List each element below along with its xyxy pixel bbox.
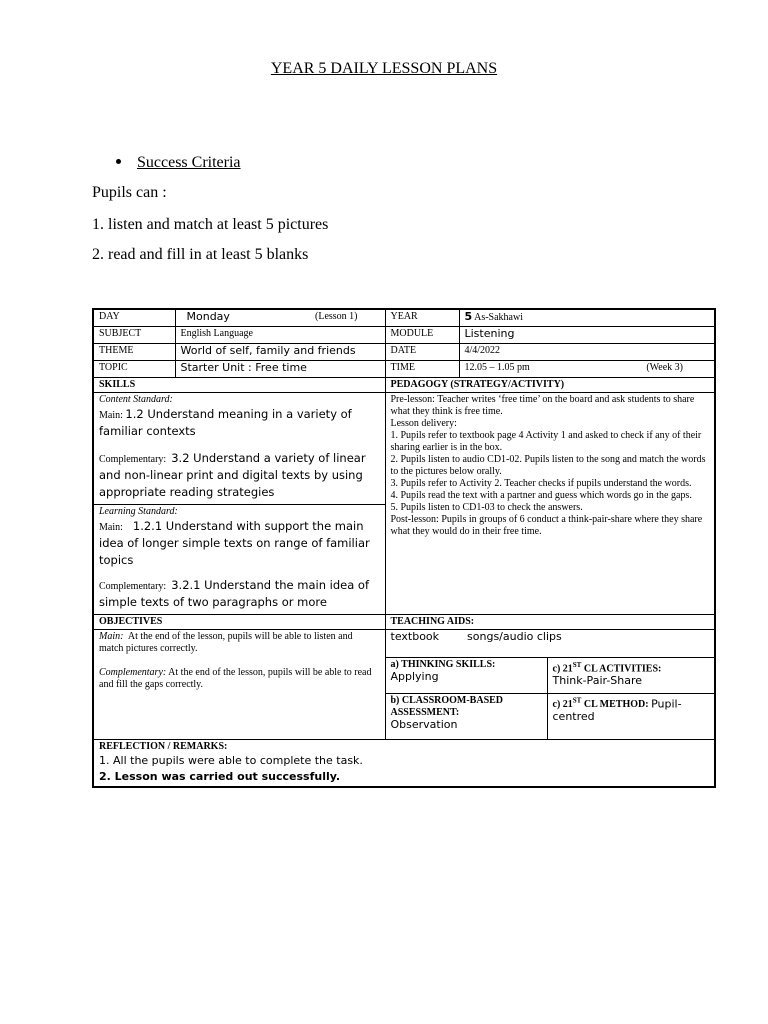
learning-standard-label: Learning Standard: bbox=[99, 505, 178, 517]
day-label: DAY bbox=[93, 309, 175, 326]
main-standard: 1.2 Understand meaning in a variety of familiar contexts bbox=[99, 406, 352, 438]
theme-label: THEME bbox=[93, 343, 175, 360]
pedagogy-line: Lesson delivery: bbox=[390, 417, 457, 429]
pedagogy-line: 3. Pupils refer to Activity 2. Teacher checks if pupils understand the words. bbox=[390, 477, 692, 489]
lesson-number: (Lesson 1) bbox=[315, 311, 358, 322]
cl-activities-value: Think-Pair-Share bbox=[552, 673, 643, 687]
topic-label: TOPIC bbox=[93, 360, 175, 377]
pedagogy-line: Post-lesson: Pupils in groups of 6 conduct a think-pair-share where they share what they would do in their free time. bbox=[390, 513, 703, 537]
assessment-cell bbox=[385, 693, 547, 739]
ls-complementary-label: Complementary: bbox=[99, 580, 167, 592]
assessment-label: b) CLASSROOM-BASED ASSESSMENT: bbox=[390, 694, 504, 718]
pedagogy-header: PEDAGOGY (STRATEGY/ACTIVITY) bbox=[385, 377, 715, 392]
pedagogy-line: 5. Pupils listen to CD1-03 to check the answers. bbox=[390, 501, 583, 513]
time-label: TIME bbox=[385, 360, 459, 377]
subject-label: SUBJECT bbox=[93, 326, 175, 343]
thinking-skills-cell bbox=[385, 657, 547, 693]
theme-value: World of self, family and friends bbox=[175, 343, 385, 360]
time-value: 12.05 – 1.05 pm bbox=[464, 361, 530, 373]
content-standard-cell bbox=[93, 392, 385, 504]
objectives-header: OBJECTIVES bbox=[93, 614, 385, 629]
cl-activities-cell bbox=[547, 657, 715, 693]
skills-header: SKILLS bbox=[93, 377, 385, 392]
year-label: YEAR bbox=[385, 309, 459, 326]
pedagogy-line: 4. Pupils read the text with a partner and guess which words go in the gaps. bbox=[390, 489, 692, 501]
date-label: DATE bbox=[385, 343, 459, 360]
date-value: 4/4/2022 bbox=[459, 343, 715, 360]
teaching-aid-1: textbook bbox=[390, 629, 440, 643]
main-label: Main: bbox=[99, 409, 123, 421]
objectives-cell bbox=[93, 629, 385, 739]
complementary-standard: 3.2 Understand a variety of linear and non-linear print and digital texts by using appropriate reading strategies bbox=[99, 450, 366, 499]
pedagogy-line: 1. Pupils refer to textbook page 4 Activity 1 and asked to check if any of their sharing earlier is in the box. bbox=[390, 429, 702, 453]
success-criteria-heading bbox=[116, 154, 241, 172]
objective-main: At the end of the lesson, pupils will be able to listen and match pictures correctly. bbox=[99, 630, 353, 654]
reflection-item-1: 1. All the pupils were able to complete the task. bbox=[99, 753, 363, 767]
bullet-icon bbox=[116, 159, 121, 164]
time-cell bbox=[459, 360, 715, 377]
subject-value: English Language bbox=[175, 326, 385, 343]
objective-complementary-label: Complementary: bbox=[99, 666, 167, 678]
module-value: Listening bbox=[459, 326, 715, 343]
ls-main-label: Main: bbox=[99, 521, 123, 533]
criteria-item-2: 2. read and fill in at least 5 blanks bbox=[92, 246, 309, 263]
pedagogy-line: 2. Pupils listen to audio CD1-02. Pupils listen to the song and match the words to the pictures below orally. bbox=[390, 453, 706, 477]
week-number: (Week 3) bbox=[646, 361, 683, 373]
day-value: Monday bbox=[186, 310, 230, 323]
teaching-aids-cell bbox=[385, 629, 715, 657]
complementary-label: Complementary: bbox=[99, 453, 167, 465]
reflection-cell bbox=[93, 739, 715, 787]
ls-main-standard: 1.2.1 Understand with support the main idea of longer simple texts on range of familiar topics bbox=[99, 518, 370, 567]
year-class: As-Sakhawi bbox=[474, 312, 523, 323]
cl-method-cell bbox=[547, 693, 715, 739]
cl-method-value: Pupil-centred bbox=[552, 696, 682, 723]
teaching-aids-header: TEACHING AIDS: bbox=[385, 614, 715, 629]
ls-complementary-standard: 3.2.1 Understand the main idea of simple texts of two paragraphs or more bbox=[99, 577, 370, 609]
lesson-plan-table bbox=[92, 308, 716, 788]
success-criteria-label: Success Criteria bbox=[137, 154, 241, 171]
learning-standard-cell bbox=[93, 504, 385, 614]
content-standard-label: Content Standard: bbox=[99, 393, 173, 405]
reflection-header: REFLECTION / REMARKS: bbox=[99, 740, 228, 752]
objective-complementary: At the end of the lesson, pupils will be able to read and fill the gaps correctly. bbox=[99, 666, 372, 690]
topic-value: Starter Unit : Free time bbox=[175, 360, 385, 377]
cl-method-label: c) 21ST CL METHOD: Pupil-centred bbox=[552, 696, 682, 723]
pedagogy-line: Pre-lesson: Teacher writes ‘free time’ on the board and ask students to share what they think is free time. bbox=[390, 393, 695, 417]
page-title: YEAR 5 DAILY LESSON PLANS bbox=[270, 60, 498, 77]
criteria-item-1: 1. listen and match at least 5 pictures bbox=[92, 216, 329, 233]
teaching-aid-2: songs/audio clips bbox=[467, 629, 562, 643]
criteria-intro: Pupils can : bbox=[92, 184, 167, 201]
thinking-skills-label: a) THINKING SKILLS: bbox=[390, 658, 496, 670]
assessment-value: Observation bbox=[390, 717, 458, 731]
objective-main-label: Main: bbox=[99, 630, 124, 642]
day-cell bbox=[175, 309, 385, 326]
year-cell bbox=[459, 309, 715, 326]
reflection-item-2: 2. Lesson was carried out successfully. bbox=[99, 769, 341, 783]
year-number: 5 bbox=[464, 310, 473, 323]
cl-activities-label: c) 21ST CL ACTIVITIES: bbox=[552, 660, 662, 674]
pedagogy-cell bbox=[385, 392, 715, 614]
thinking-skills-value: Applying bbox=[390, 669, 439, 683]
module-label: MODULE bbox=[385, 326, 459, 343]
